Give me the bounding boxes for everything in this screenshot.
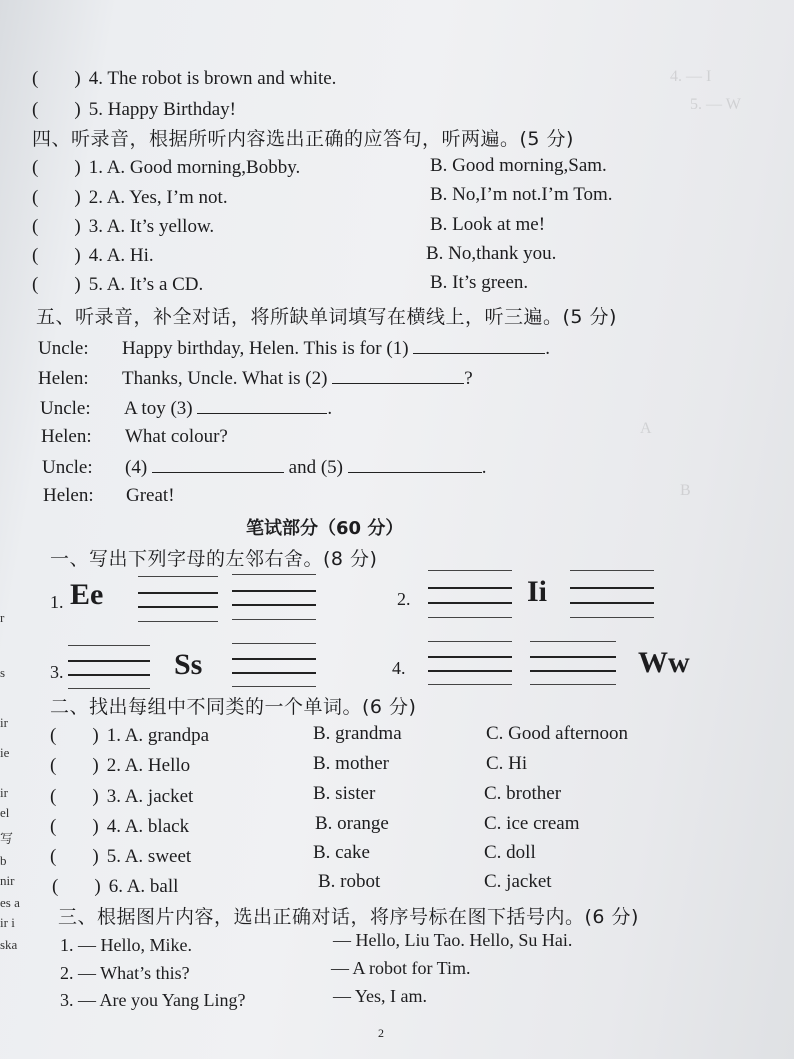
left-edge-fragment: b xyxy=(0,853,7,868)
writing-line xyxy=(428,641,512,642)
answer-bracket[interactable]: ( ) xyxy=(32,157,81,178)
section4-item-4: ( ) 4. A. Hi. xyxy=(32,245,154,266)
written3-item-3-answer: — Yes, I am. xyxy=(333,986,428,1006)
letter-ss: Ss xyxy=(174,648,203,681)
bleed-through-text: A xyxy=(640,420,652,437)
answer-bracket[interactable]: ( ) xyxy=(32,245,81,266)
letter-item-number: 3. xyxy=(50,662,64,682)
speaker: Helen: xyxy=(43,485,94,506)
written2-item-2-option-c: C. Hi xyxy=(486,753,528,774)
writing-line[interactable] xyxy=(68,660,150,662)
left-edge-fragment: ir i xyxy=(0,915,15,930)
written1-heading: 一、写出下列字母的左邻右舍。(8 分) xyxy=(50,548,378,570)
writing-line[interactable] xyxy=(232,604,316,606)
letter-item-number: 2. xyxy=(397,589,411,609)
writing-line[interactable] xyxy=(232,590,316,592)
part1-item-4: ( ) 4. The robot is brown and white. xyxy=(32,68,337,89)
written2-item-3-option-b: B. sister xyxy=(313,783,376,804)
written3-item-1-answer: — Hello, Liu Tao. Hello, Su Hai. xyxy=(333,930,573,950)
written3-item-3-question: 3. — Are you Yang Ling? xyxy=(60,990,246,1010)
writing-line xyxy=(232,574,316,575)
left-edge-fragment: es a xyxy=(0,895,20,910)
section4-item-5: ( ) 5. A. It’s a CD. xyxy=(32,274,204,295)
section5-heading: 五、听录音，补全对话，将所缺单词填写在横线上，听三遍。(5 分) xyxy=(36,306,617,328)
left-edge-fragment: 写 xyxy=(0,831,14,846)
section4-item-4-option-b: B. No,thank you. xyxy=(426,243,557,264)
writing-line xyxy=(428,570,512,571)
answer-bracket[interactable]: ( ) xyxy=(50,725,99,746)
answer-bracket[interactable]: ( ) xyxy=(32,99,81,120)
written2-item-1: ( ) 1. A. grandpa xyxy=(50,725,210,746)
written2-item-4-option-c: C. ice cream xyxy=(484,813,580,834)
speaker: Uncle: xyxy=(42,457,93,478)
section4-item-5-option-b: B. It’s green. xyxy=(430,272,529,293)
answer-bracket[interactable]: ( ) xyxy=(32,187,81,208)
written2-item-5-option-b: B. cake xyxy=(313,842,370,863)
section4-item-3: ( ) 3. A. It’s yellow. xyxy=(32,216,215,237)
writing-line[interactable] xyxy=(68,674,150,676)
written-part-title: 笔试部分（60 分） xyxy=(246,518,404,539)
blank-4-input[interactable] xyxy=(152,456,284,473)
dialogue-line-1: Uncle: Happy birthday, Helen. This is for (1) . xyxy=(38,338,551,359)
writing-line xyxy=(232,643,316,644)
left-edge-fragment: ir xyxy=(0,715,8,730)
written2-heading: 二、找出每组中不同类的一个单词。(6 分) xyxy=(50,696,417,718)
writing-line xyxy=(530,641,616,642)
writing-line xyxy=(232,619,316,620)
writing-line xyxy=(570,617,654,618)
page-number: 2 xyxy=(378,1026,384,1040)
section4-item-3-option-b: B. Look at me! xyxy=(430,214,546,235)
written2-item-6-option-b: B. robot xyxy=(318,871,381,892)
blank-1-input[interactable] xyxy=(413,337,545,354)
written2-item-1-option-c: C. Good afternoon xyxy=(486,723,628,744)
section4-item-2-option-b: B. No,I’m not.I’m Tom. xyxy=(430,184,613,205)
answer-bracket[interactable]: ( ) xyxy=(50,846,99,867)
dialogue-line-6: Helen: Great! xyxy=(43,485,175,506)
answer-bracket[interactable]: ( ) xyxy=(50,755,99,776)
dialogue-line-4: Helen: What colour? xyxy=(41,426,228,447)
writing-line[interactable] xyxy=(530,670,616,672)
left-edge-fragment: el xyxy=(0,805,10,820)
bleed-through-text: 4. — I xyxy=(670,68,712,85)
section4-item-2: ( ) 2. A. Yes, I’m not. xyxy=(32,187,228,208)
answer-bracket[interactable]: ( ) xyxy=(32,68,81,89)
section4-item-1: ( ) 1. A. Good morning,Bobby. xyxy=(32,157,301,178)
answer-bracket[interactable]: ( ) xyxy=(50,816,99,837)
writing-line xyxy=(428,617,512,618)
dialogue-line-5: Uncle: (4) and (5) . xyxy=(42,457,487,478)
writing-line[interactable] xyxy=(570,602,654,604)
written2-item-1-option-b: B. grandma xyxy=(313,723,402,744)
written2-item-4: ( ) 4. A. black xyxy=(50,816,190,837)
left-edge-fragment: r xyxy=(0,610,5,625)
writing-line xyxy=(428,684,512,685)
left-edge-fragment: nir xyxy=(0,873,15,888)
answer-bracket[interactable]: ( ) xyxy=(50,786,99,807)
bleed-through-text: 5. — W xyxy=(690,96,741,113)
speaker: Helen: xyxy=(41,426,92,447)
writing-line[interactable] xyxy=(570,587,654,589)
answer-bracket[interactable]: ( ) xyxy=(32,274,81,295)
written2-item-5-option-c: C. doll xyxy=(484,842,536,863)
writing-line[interactable] xyxy=(428,587,512,589)
writing-line[interactable] xyxy=(138,592,218,594)
writing-line[interactable] xyxy=(428,602,512,604)
letter-item-number: 4. xyxy=(392,658,406,678)
left-edge-fragment: ir xyxy=(0,785,8,800)
letter-ee: Ee xyxy=(70,578,104,611)
section4-heading: 四、听录音，根据所听内容选出正确的应答句，听两遍。(5 分) xyxy=(32,128,574,150)
written2-item-6-option-c: C. jacket xyxy=(484,871,552,892)
part1-item-5: ( ) 5. Happy Birthday! xyxy=(32,99,236,120)
writing-line[interactable] xyxy=(232,672,316,674)
letter-item-number: 1. xyxy=(50,592,64,612)
dialogue-line-3: Uncle: A toy (3) . xyxy=(40,398,333,419)
writing-line xyxy=(138,576,218,577)
written2-item-3: ( ) 3. A. jacket xyxy=(50,786,194,807)
blank-2-input[interactable] xyxy=(332,367,464,384)
left-edge-fragment: s xyxy=(0,665,6,680)
written3-item-2-question: 2. — What’s this? xyxy=(60,963,190,983)
speaker: Uncle: xyxy=(40,398,91,419)
blank-3-input[interactable] xyxy=(197,397,327,414)
answer-bracket[interactable]: ( ) xyxy=(32,216,81,237)
written2-item-5: ( ) 5. A. sweet xyxy=(50,846,192,867)
writing-line xyxy=(68,688,150,689)
answer-bracket[interactable]: ( ) xyxy=(52,876,101,897)
section4-item-1-option-b: B. Good morning,Sam. xyxy=(430,155,607,176)
bleed-through-text: B xyxy=(680,482,691,499)
written2-item-6: ( ) 6. A. ball xyxy=(52,876,179,897)
written2-item-2-option-b: B. mother xyxy=(313,753,389,774)
writing-line xyxy=(232,686,316,687)
writing-line[interactable] xyxy=(138,606,218,608)
written3-item-2-answer: — A robot for Tim. xyxy=(331,958,471,978)
written2-item-3-option-c: C. brother xyxy=(484,783,562,804)
left-edge-fragment: ie xyxy=(0,745,10,760)
writing-line[interactable] xyxy=(428,656,512,658)
written2-item-2: ( ) 2. A. Hello xyxy=(50,755,191,776)
writing-line[interactable] xyxy=(232,658,316,660)
letter-ii: Ii xyxy=(527,575,548,608)
writing-line[interactable] xyxy=(428,670,512,672)
speaker: Helen: xyxy=(38,368,89,389)
dialogue-line-2: Helen: Thanks, Uncle. What is (2) ? xyxy=(38,368,473,389)
writing-line xyxy=(68,645,150,646)
writing-line xyxy=(570,570,654,571)
left-edge-fragment: ska xyxy=(0,937,18,952)
speaker: Uncle: xyxy=(38,338,89,359)
written3-item-1-question: 1. — Hello, Mike. xyxy=(60,935,192,955)
written3-heading: 三、根据图片内容，选出正确对话，将序号标在图下括号内。(6 分) xyxy=(58,906,639,928)
writing-line xyxy=(138,621,218,622)
letter-ww: Ww xyxy=(638,646,690,679)
writing-line xyxy=(530,684,616,685)
written2-item-4-option-b: B. orange xyxy=(315,813,389,834)
blank-5-input[interactable] xyxy=(348,456,482,473)
writing-line[interactable] xyxy=(530,656,616,658)
